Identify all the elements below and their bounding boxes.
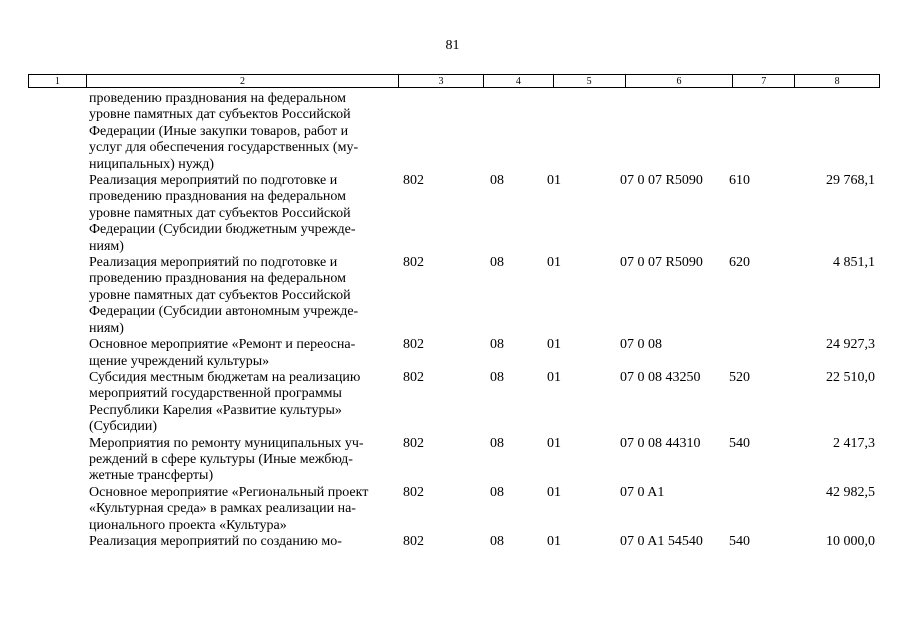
row-ministry-code: 802 <box>403 173 424 189</box>
row-name-line: ционального проекта «Культура» <box>89 517 287 533</box>
row-name-line: Субсидия местным бюджетам на реализацию <box>89 369 361 385</box>
row-name-line: жетные трансферты) <box>89 468 214 484</box>
table-row <box>0 485 905 534</box>
table-row <box>0 436 905 485</box>
row-amount: 4 851,1 <box>833 255 875 271</box>
header-col-1: 1 <box>54 76 60 87</box>
row-section: 08 <box>490 484 504 500</box>
row-name <box>89 370 394 436</box>
header-col-7: 7 <box>732 75 794 87</box>
row-target-article: 07 0 07 R5090 <box>620 173 703 189</box>
row-name-line: реждений в сфере культуры (Иные межбюд- <box>89 451 353 467</box>
row-name-line: Федерации (Иные закупки товаров, работ и <box>89 123 349 139</box>
row-subsection: 01 <box>547 369 561 385</box>
row-expense-type: 520 <box>729 369 750 385</box>
header-col-3: 3 <box>398 75 483 87</box>
row-name-line: мероприятий государственной программы <box>89 386 342 402</box>
row-subsection: 01 <box>547 435 561 451</box>
row-target-article: 07 0 08 43250 <box>620 369 701 385</box>
row-section: 08 <box>490 173 504 189</box>
row-ministry-code: 802 <box>403 533 424 549</box>
row-expense-type: 610 <box>729 173 750 189</box>
row-section: 08 <box>490 337 504 353</box>
row-name <box>89 436 394 485</box>
table-row <box>0 534 905 550</box>
row-ministry-code: 802 <box>403 484 424 500</box>
row-expense-type: 620 <box>729 255 750 271</box>
row-name-line: уровне памятных дат субъектов Российской <box>89 287 351 303</box>
table-row <box>0 337 905 370</box>
row-name-line: услуг для обеспечения государственных (му- <box>89 140 359 156</box>
row-name-line: Федерации (Субсидии бюджетным учрежде- <box>89 222 356 238</box>
row-name-line: проведению празднования на федеральном <box>89 189 346 205</box>
row-subsection: 01 <box>547 533 561 549</box>
row-name <box>89 91 394 173</box>
row-expense-type: 540 <box>729 435 750 451</box>
table-header-row <box>28 74 880 88</box>
row-target-article: 07 0 08 <box>620 337 662 353</box>
header-col-4: 4 <box>483 75 553 87</box>
row-name-line: ниям) <box>89 320 124 336</box>
row-amount: 29 768,1 <box>826 173 875 189</box>
row-section: 08 <box>490 533 504 549</box>
row-name-line: «Культурная среда» в рамках реализации на- <box>89 501 356 517</box>
row-name-line: Основное мероприятие «Ремонт и переосна- <box>89 337 356 353</box>
row-name-line: Республики Карелия «Развитие культуры» <box>89 402 342 418</box>
header-col-6: 6 <box>625 75 733 87</box>
row-ministry-code: 802 <box>403 337 424 353</box>
table-row <box>0 173 905 255</box>
row-name <box>89 534 394 550</box>
row-name-line: проведению празднования на федеральном <box>89 91 346 106</box>
table-row <box>0 91 905 173</box>
row-amount: 24 927,3 <box>826 337 875 353</box>
row-amount: 22 510,0 <box>826 369 875 385</box>
header-col-2: 2 <box>86 75 398 87</box>
row-name <box>89 485 394 534</box>
row-ministry-code: 802 <box>403 369 424 385</box>
row-target-article: 07 0 07 R5090 <box>620 255 703 271</box>
row-name <box>89 255 394 337</box>
row-name-line: (Субсидии) <box>89 419 158 435</box>
row-target-article: 07 0 A1 <box>620 484 665 500</box>
row-subsection: 01 <box>547 255 561 271</box>
row-expense-type: 540 <box>729 533 750 549</box>
row-target-article: 07 0 08 44310 <box>620 435 701 451</box>
row-section: 08 <box>490 255 504 271</box>
row-name-line: ниям) <box>89 238 124 254</box>
row-ministry-code: 802 <box>403 435 424 451</box>
table-row <box>0 370 905 436</box>
row-subsection: 01 <box>547 337 561 353</box>
row-name <box>89 337 394 370</box>
table-row <box>0 255 905 337</box>
row-name-line: Реализация мероприятий по подготовке и <box>89 173 338 189</box>
row-name-line: проведению празднования на федеральном <box>89 271 346 287</box>
row-section: 08 <box>490 369 504 385</box>
table-body <box>0 91 905 550</box>
row-name-line: уровне памятных дат субъектов Российской <box>89 107 351 123</box>
row-name-line: ниципальных) нужд) <box>89 156 214 172</box>
row-name-line: Реализация мероприятий по созданию мо- <box>89 533 342 549</box>
row-section: 08 <box>490 435 504 451</box>
row-name-line: Основное мероприятие «Региональный проект <box>89 484 369 500</box>
row-name-line: щение учреждений культуры» <box>89 353 270 369</box>
row-amount: 2 417,3 <box>833 435 875 451</box>
header-col-5: 5 <box>553 75 625 87</box>
row-name <box>89 173 394 255</box>
row-subsection: 01 <box>547 173 561 189</box>
row-amount: 42 982,5 <box>826 484 875 500</box>
row-target-article: 07 0 A1 54540 <box>620 533 703 549</box>
row-name-line: Федерации (Субсидии автономным учрежде- <box>89 304 359 320</box>
row-name-line: Мероприятия по ремонту муниципальных уч- <box>89 435 364 451</box>
row-subsection: 01 <box>547 484 561 500</box>
page-number: 81 <box>445 38 460 53</box>
row-name-line: уровне памятных дат субъектов Российской <box>89 205 351 221</box>
row-amount: 10 000,0 <box>826 533 875 549</box>
header-col-8: 8 <box>794 75 879 87</box>
row-ministry-code: 802 <box>403 255 424 271</box>
row-name-line: Реализация мероприятий по подготовке и <box>89 255 338 271</box>
